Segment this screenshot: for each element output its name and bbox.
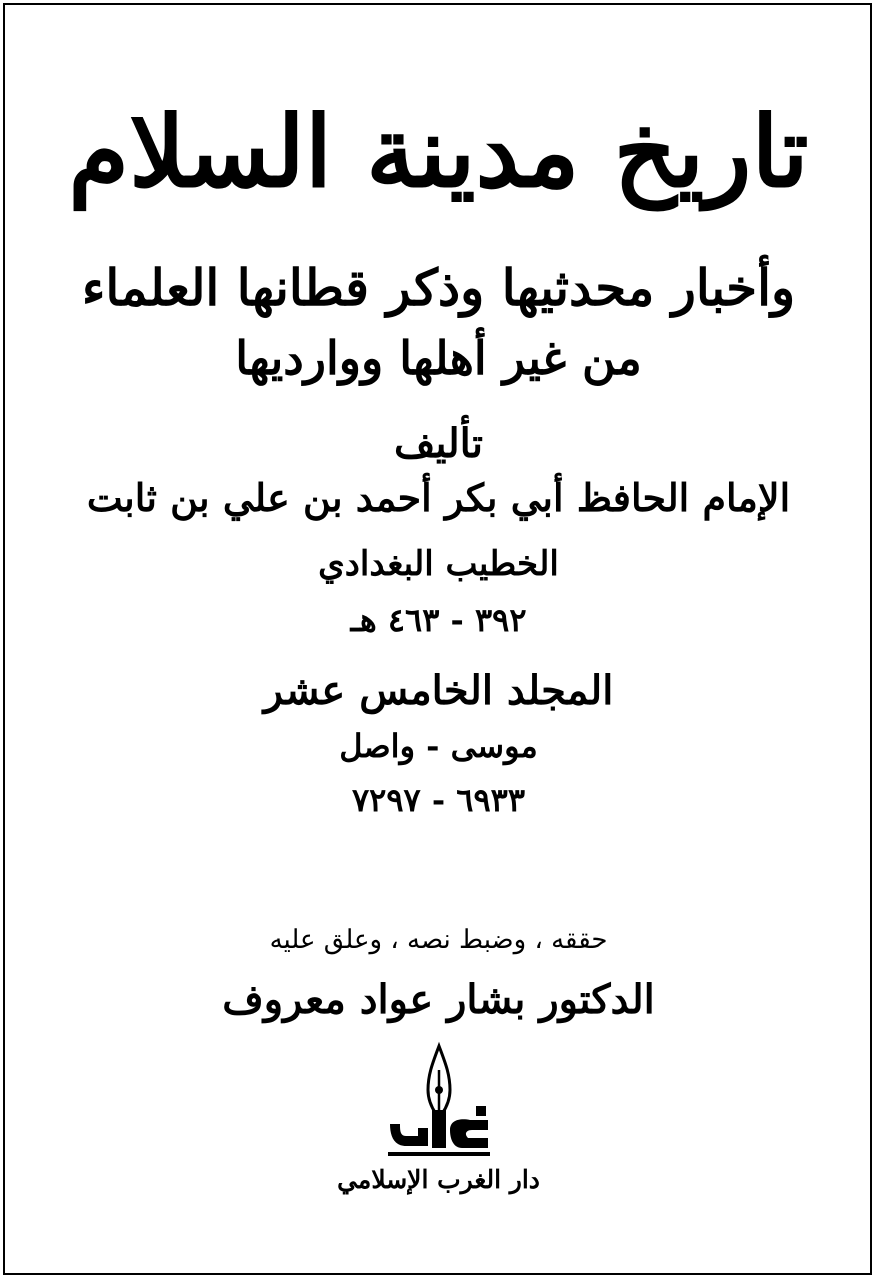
- author-name: الإمام الحافظ أبي بكر أحمد بن علي بن ثابت: [86, 475, 791, 520]
- authored-by-label: تأليف: [394, 420, 483, 467]
- book-title: تاريخ مدينة السلام: [68, 95, 809, 210]
- pen-nib-logo-icon: [384, 1040, 494, 1166]
- editor-name: الدكتور بشار عواد معروف: [222, 976, 655, 1023]
- book-subtitle-line1: وأخبار محدثيها وذكر قطانها العلماء: [81, 258, 796, 317]
- author-dates: ٣٩٢ - ٤٦٣ هـ: [350, 601, 527, 639]
- author-nisba: الخطيب البغدادي: [318, 544, 559, 584]
- names-range: موسى - واصل: [339, 727, 538, 765]
- entries-range: ٦٩٣٣ - ٧٢٩٧: [351, 781, 526, 819]
- publisher-name: دار الغرب الإسلامي: [337, 1165, 540, 1194]
- editing-note: حققه ، وضبط نصه ، وعلق عليه: [269, 925, 608, 955]
- book-subtitle-line2: من غير أهلها ووارديها: [235, 331, 642, 385]
- volume-label: المجلد الخامس عشر: [263, 667, 614, 714]
